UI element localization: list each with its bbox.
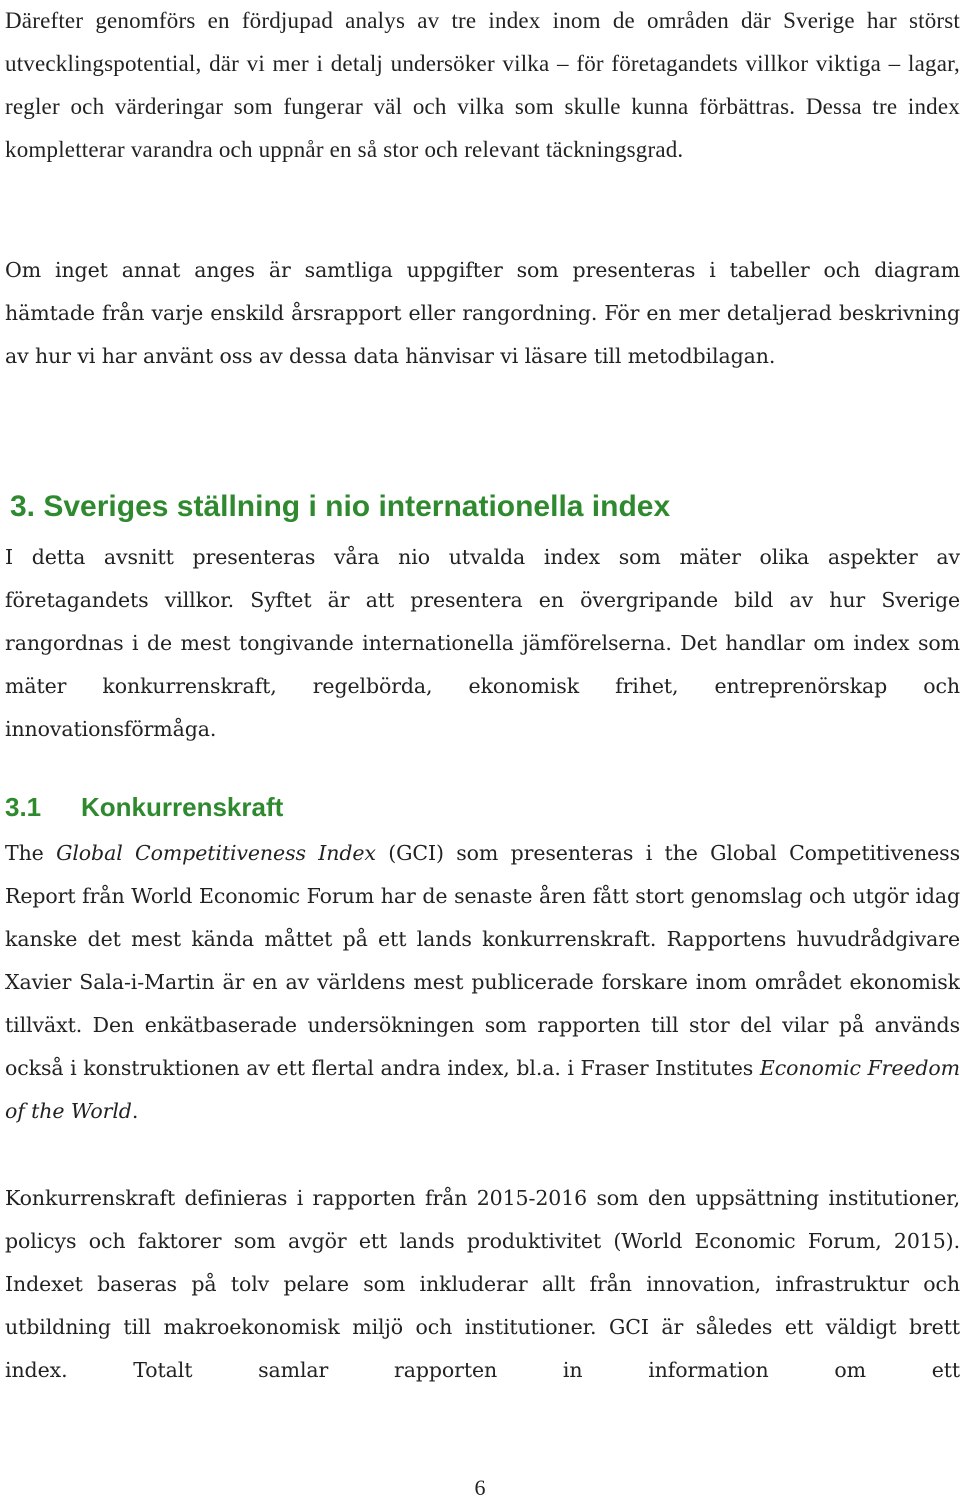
subsection-title: Konkurrenskraft [81,792,284,822]
gci-text-3: . [131,1099,139,1123]
gci-text-2: (GCI) som presenteras i the Global Competitiveness Report från World Economic Forum har de senaste åren fått stort genomslag och utgör idag kanske det mest kända måttet på ett lands konkurrenskraft. Rapportens huvudrådgivare Xavier Sala-i-Martin är en av världens mest publicerade forskare inom området ekonomisk tillväxt. Den enkätbaserade undersökningen som rapporten till stor del vilar på används också i konstruktionen av ett flertal andra index, bl.a. i Fraser Institutes [5,841,960,1080]
gci-italic-title: Global Competitiveness Index [56,841,376,865]
intro-paragraph: Därefter genomförs en fördjupad analys av tre index inom de områden där Sverige har störst utvecklingspotential, där vi mer i detalj undersöker vilka – för företagandets villkor viktiga – lagar, regler och värderingar som fungerar väl och vilka som skulle kunna förbättras. Dessa tre index kompletterar varandra och uppnår en så stor och relevant täckningsgrad. [5,8,960,162]
efw-italic-title: Economic Freedom of the World [5,1056,960,1123]
gci-text-1: The [5,841,57,865]
subsection-heading [5,792,283,823]
data-sources-paragraph: Om inget annat anges är samtliga uppgifter som presenteras i tabeller och diagram hämtade från varje enskild årsrapport eller rangordning. För en mer detaljerad beskrivning av hur vi har använt oss av dessa data hänvisar vi läsare till metodbilagan. [5,258,960,368]
page-number: 6 [474,1475,486,1500]
gci-paragraph [5,832,960,1133]
subsection-number: 3.1 [5,792,42,822]
section-intro-paragraph: I detta avsnitt presenteras våra nio utvalda index som mäter olika aspekter av företagandets villkor. Syftet är att presentera en övergripande bild av hur Sverige rangordnas i de mest tongivande internationella jämförelserna. Det handlar om index som mäter konkurrenskraft, regelbörda, ekonomisk frihet, entreprenörskap och innovationsförmåga. [5,545,960,741]
competitiveness-definition-paragraph: Konkurrenskraft definieras i rapporten från 2015-2016 som den uppsättning institutioner, policys och faktorer som avgör ett lands produktivitet (World Economic Forum, 2015). Indexet baseras på tolv pelare som inkluderar allt från innovation, infrastruktur och utbildning till makroekonomisk miljö och institutioner. GCI är således ett väldigt brett index. Totalt samlar rapporten in information om ett [5,1186,960,1382]
section-heading: 3. Sveriges ställning i nio internationella index [10,490,671,523]
